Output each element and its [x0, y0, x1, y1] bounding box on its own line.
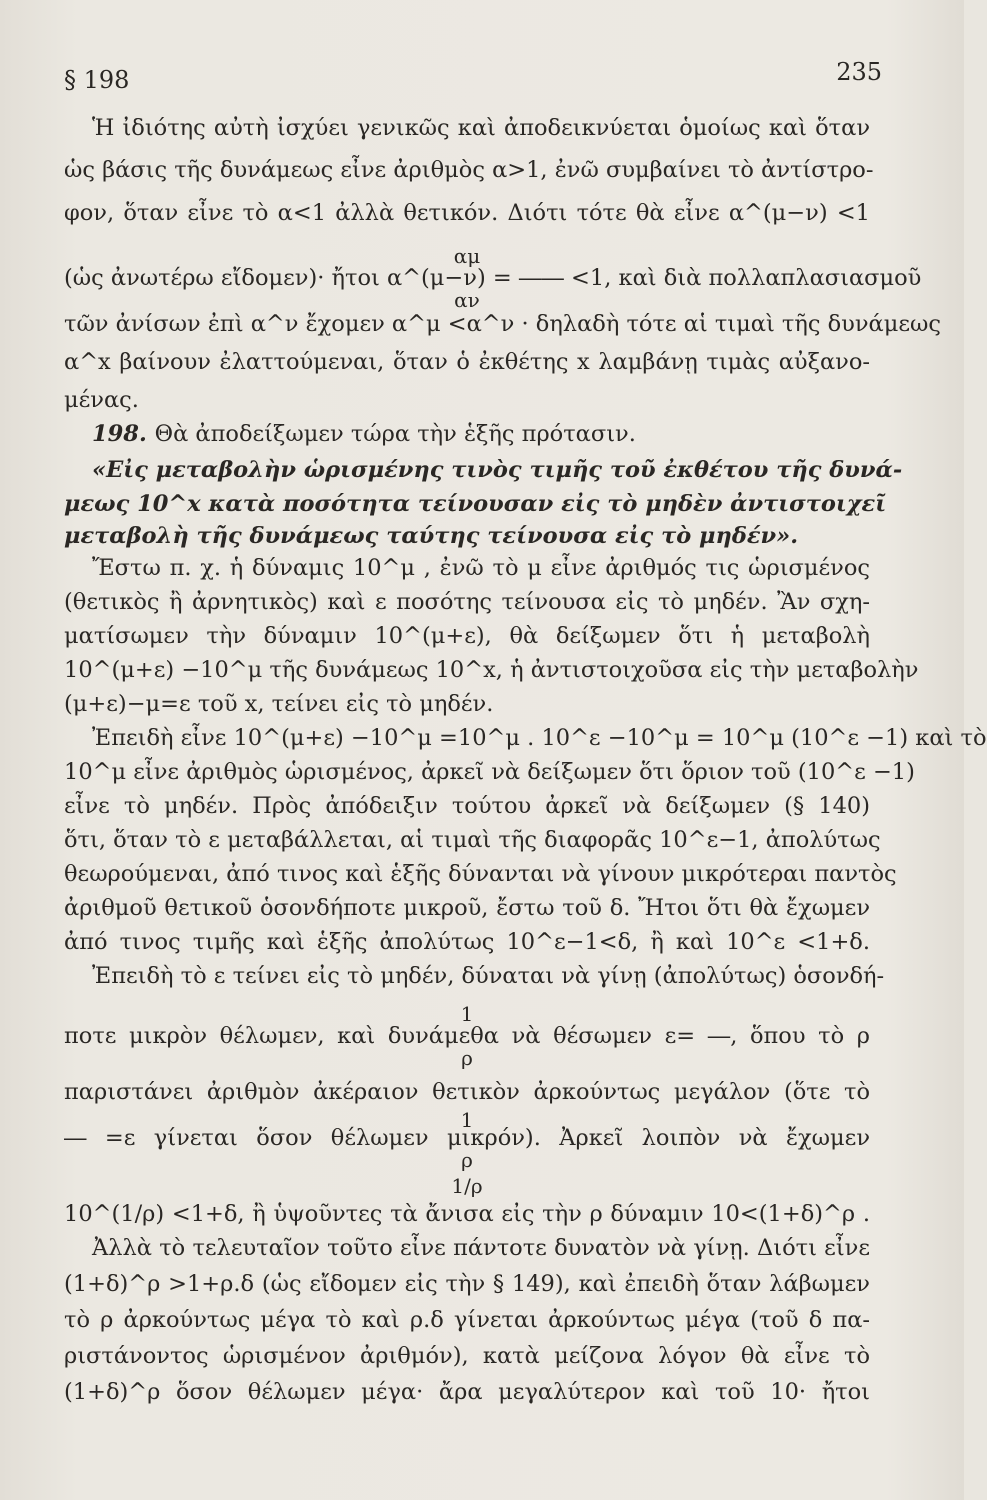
line-text: ― =ε γίνεται ὅσον θέλωμεν μικρόν). Ἀρκεῖ λοιπὸν νὰ ἔχωμεν: [64, 1125, 870, 1151]
line-text: (1+δ)^ρ ὅσον θέλωμεν μέγα· ἄρα μεγαλύτερον καὶ τοῦ 10· ἤτοι: [64, 1379, 870, 1405]
line-text: ὡς βάσις τῆς δυνάμεως εἶνε ἀριθμὸς α>1, ἐνῶ συμβαίνει τὸ ἀντίστρο-: [64, 157, 874, 183]
line-text: 1: [460, 1002, 474, 1026]
text-line: [64, 892, 870, 924]
text-line: [92, 454, 903, 486]
text-line: [64, 858, 897, 890]
text-line: [64, 346, 870, 378]
text-line: [64, 586, 870, 618]
line-text: ριστάνοντος ὡρισμένον ἀριθμόν), κατὰ μείζονα λόγον θὰ εἶνε τὸ: [64, 1343, 870, 1369]
text-line: [64, 824, 881, 856]
line-text: Ἀλλὰ τὸ τελευταῖον τοῦτο εἶνε πάντοτε δυνατὸν νὰ γίνῃ. Διότι εἶνε: [92, 1235, 870, 1261]
text-line: [64, 654, 919, 686]
section-number: 198.: [92, 421, 155, 447]
line-text: Ἐπειδὴ εἶνε 10^(μ+ε) −10^μ =10^μ . 10^ε −10^μ = 10^μ (10^ε −1) καὶ τὸ: [92, 725, 987, 751]
page-number: 235: [836, 58, 882, 86]
text-line: [64, 790, 870, 822]
line-text: ματίσωμεν τὴν δύναμιν 10^(μ+ε), θὰ δείξωμεν ὅτι ἡ μεταβολὴ: [64, 623, 870, 649]
line-text: Ἡ ἰδιότης αὐτὴ ἰσχύει γενικῶς καὶ ἀποδεικνύεται ὁμοίως καὶ ὅταν: [92, 115, 870, 141]
text-line: [64, 197, 870, 229]
line-text: Ἔστω π. χ. ἡ δύναμις 10^μ , ἐνῶ τὸ μ εἶνε ἀριθμός τις ὡρισμένος: [92, 555, 870, 581]
line-text: α^x βαίνουν ἐλαττούμεναι, ὅταν ὁ ἐκθέτης x λαμβάνῃ τιμὰς αὐξανο-: [64, 349, 870, 375]
line-text: ρ: [461, 1046, 473, 1070]
text-line: [64, 756, 915, 788]
line-text: ὅτι, ὅταν τὸ ε μεταβάλλεται, αἱ τιμαὶ τῆς διαφορᾶς 10^ε−1, ἀπολύτως: [64, 827, 881, 853]
line-text: Ἐπειδὴ τὸ ε τείνει εἰς τὸ μηδέν, δύναται νὰ γίνῃ (ἀπολύτως) ὁσονδή-: [92, 963, 885, 989]
line-text: εἶνε τὸ μηδέν. Πρὸς ἀπόδειξιν τούτου ἀρκεῖ νὰ δείξωμεν (§ 140): [64, 793, 870, 819]
line-text: «Εἰς μεταβολὴν ὡρισμένης τινὸς τιμῆς τοῦ ἐκθέτου τῆς δυνά-: [92, 457, 903, 483]
text-line: [64, 1340, 870, 1372]
line-text: θεωρούμεναι, ἀπό τινος καὶ ἑξῆς δύνανται νὰ γίνουν μικρότεραι παντὸς: [64, 861, 897, 887]
line-text: 1/ρ: [451, 1174, 483, 1198]
text-line: [64, 1268, 870, 1300]
text-line: [64, 1304, 870, 1336]
text-line: [92, 960, 885, 992]
text-line: [64, 308, 941, 340]
text-line: [64, 154, 874, 186]
text-line: [64, 1376, 870, 1408]
line-text: 10^μ εἶνε ἀριθμὸς ὡρισμένος, ἀρκεῖ νὰ δείξωμεν ὅτι ὅριον τοῦ (10^ε −1): [64, 759, 915, 785]
line-text: μεως 10^x κατὰ ποσότητα τείνουσαν εἰς τὸ μηδὲν ἀντιστοιχεῖ: [64, 491, 887, 517]
text-line: [64, 520, 870, 552]
text-line: [64, 488, 887, 520]
text-line: [92, 418, 870, 450]
line-text: (μ+ε)−μ=ε τοῦ x, τείνει εἰς τὸ μηδέν.: [64, 691, 494, 717]
line-text: αμ: [453, 244, 481, 268]
line-text: μεταβολὴ τῆς δυνάμεως ταύτης τείνουσα εἰς τὸ μηδέν».: [64, 523, 799, 549]
line-text: ἀριθμοῦ θετικοῦ ὁσονδήποτε μικροῦ, ἔστω τοῦ δ. Ἤτοι ὅτι θὰ ἔχωμεν: [64, 895, 870, 921]
line-text: (ὡς ἀνωτέρω εἴδομεν)· ἤτοι α^(μ−ν) = ―― <1, καὶ διὰ πολλαπλασιασμοῦ: [64, 265, 922, 291]
text-line: [92, 1232, 870, 1264]
line-text: ἀπό τινος τιμῆς καὶ ἑξῆς ἀπολύτως 10^ε−1<δ, ἢ καὶ 10^ε <1+δ.: [64, 929, 870, 955]
line-text: (θετικὸς ἢ ἀρνητικὸς) καὶ ε ποσότης τείνουσα εἰς τὸ μηδέν. Ἂν σχη-: [64, 589, 870, 615]
text-line: [92, 552, 870, 584]
text-line: [92, 112, 870, 144]
line-text: (1+δ)^ρ >1+ρ.δ (ὡς εἴδομεν εἰς τὴν § 149), καὶ ἐπειδὴ ὅταν λάβωμεν: [64, 1271, 870, 1297]
line-text: 1: [460, 1108, 474, 1132]
line-text: 10^(1/ρ) <1+δ, ἢ ὑψοῦντες τὰ ἄνισα εἰς τὴν ρ δύναμιν 10<(1+δ)^ρ .: [64, 1201, 870, 1227]
line-text: φον, ὅταν εἶνε τὸ α<1 ἀλλὰ θετικόν. Διότι τότε θὰ εἶνε α^(μ−ν) <1: [64, 200, 870, 226]
line-text: 10^(μ+ε) −10^μ τῆς δυνάμεως 10^x, ἡ ἀντιστοιχοῦσα εἰς τὴν μεταβολὴν: [64, 657, 919, 683]
text-line: [64, 688, 870, 720]
line-text: παριστάνει ἀριθμὸν ἀκέραιον θετικὸν ἀρκούντως μεγάλον (ὅτε τὸ: [64, 1079, 870, 1105]
text-line: [64, 1198, 870, 1230]
line-text: τῶν ἀνίσων ἐπὶ α^ν ἔχομεν α^μ <α^ν · δηλαδὴ τότε αἱ τιμαὶ τῆς δυνάμεως: [64, 311, 941, 337]
text-line: [64, 620, 870, 652]
formula-fragment: [64, 1042, 870, 1074]
line-text: μένας.: [64, 387, 139, 413]
section-header: § 198: [64, 66, 130, 94]
line-text: τὸ ρ ἀρκούντως μέγα τὸ καὶ ρ.δ γίνεται ἀρκούντως μέγα (τοῦ δ πα-: [64, 1307, 870, 1333]
line-text: ρ: [461, 1148, 473, 1172]
text-line: [64, 384, 870, 416]
text-line: [92, 722, 987, 754]
line-text: αν: [454, 288, 480, 312]
text-line: [64, 926, 870, 958]
line-text: ποτε μικρὸν θέλωμεν, καὶ δυνάμεθα νὰ θέσωμεν ε= ―, ὅπου τὸ ρ: [64, 1023, 870, 1049]
line-text: Θὰ ἀποδείξωμεν τώρα τὴν ἑξῆς πρότασιν.: [154, 421, 636, 447]
